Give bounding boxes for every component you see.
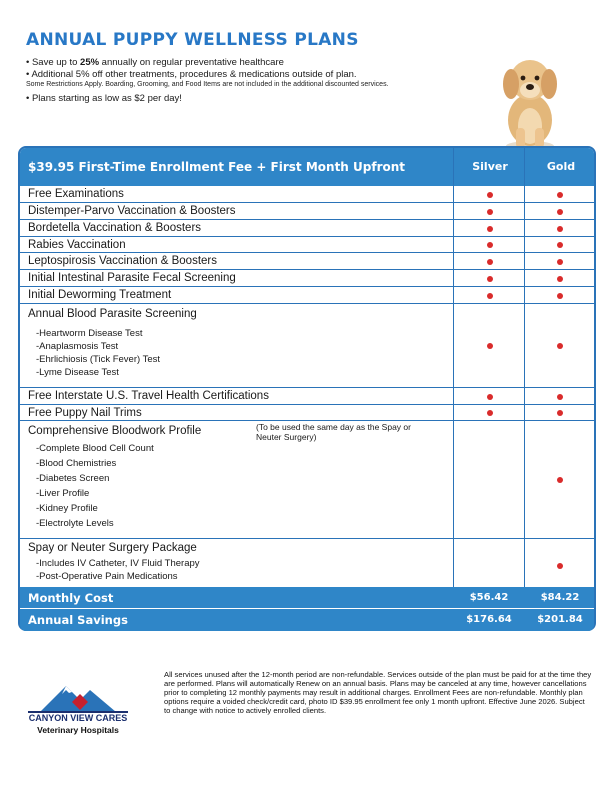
table-header	[20, 148, 594, 186]
page-title: ANNUAL PUPPY WELLNESS PLANS	[26, 30, 359, 50]
silver-included-dot	[487, 192, 493, 198]
silver-included-dot	[487, 293, 493, 299]
monthly-cost-silver: $56.42	[469, 592, 509, 603]
row-sub-item: -Complete Blood Cell Count	[36, 443, 154, 454]
table-row	[20, 539, 594, 587]
monthly-cost-row	[20, 587, 594, 609]
gold-included-dot	[557, 242, 563, 248]
row-note: (To be used the same day as the Spay or Neuter Surgery)	[256, 422, 411, 442]
logo	[22, 680, 134, 736]
row-sub-item: -Post-Operative Pain Medications	[36, 571, 178, 582]
row-sub-item: -Heartworm Disease Test	[36, 328, 143, 339]
row-sub-item: -Electrolyte Levels	[36, 518, 114, 529]
gold-included-dot	[557, 226, 563, 232]
row-label: Comprehensive Bloodwork Profile	[28, 425, 202, 437]
row-label: Initial Deworming Treatment	[28, 289, 172, 301]
column-gold: Gold	[546, 160, 576, 173]
benefit-discount: • Additional 5% off other treatments, procedures & medications outside of plan.	[26, 69, 357, 80]
benefit-savings-text: • Save up to	[26, 57, 81, 68]
silver-included-dot	[487, 226, 493, 232]
row-label: Spay or Neuter Surgery Package	[28, 542, 197, 554]
benefits-list	[26, 57, 456, 105]
row-label: Initial Intestinal Parasite Fecal Screening	[28, 272, 236, 284]
disclaimer-text: All services unused after the 12-month period are non-refundable. Services outside of the plan must be paid for at the time they are performed. Plans will automatically Renew on an annual basis. Plans may be canceled at any time, however cancellations prior to completing 12 monthly payments may result in additional charges. Enrollment Fees are non-refundable. Monthly plan options require a voided check/credit card, photo ID $39.95 enrollment fee only 1 month upfront. Effective June 2026. Subject to change with notice to actively enrolled clients.	[164, 670, 592, 715]
table-row	[20, 421, 594, 539]
row-sub-item: -Blood Chemistries	[36, 458, 117, 469]
row-label: Free Interstate U.S. Travel Health Certifications	[28, 390, 269, 402]
row-label: Distemper-Parvo Vaccination & Boosters	[28, 205, 236, 217]
plans-table	[18, 146, 596, 631]
annual-savings-label: Annual Savings	[28, 613, 128, 627]
gold-included-dot	[557, 293, 563, 299]
logo-name: CANYON VIEW CARES	[28, 713, 128, 723]
row-label: Free Examinations	[28, 188, 124, 200]
annual-savings-silver: $176.64	[466, 614, 512, 625]
row-label: Leptospirosis Vaccination & Boosters	[28, 255, 217, 267]
gold-included-dot	[557, 192, 563, 198]
column-silver: Silver	[472, 160, 508, 173]
benefit-savings	[26, 57, 456, 69]
monthly-cost-label: Monthly Cost	[28, 591, 114, 605]
annual-savings-row	[20, 609, 594, 631]
gold-included-dot	[557, 276, 563, 282]
savings-percent: 25%	[80, 57, 100, 68]
table-row	[20, 304, 594, 388]
table-row	[20, 388, 594, 405]
row-label: Free Puppy Nail Trims	[28, 407, 142, 419]
gold-included-dot	[557, 259, 563, 265]
silver-included-dot	[487, 209, 493, 215]
row-sub-item: -Includes IV Catheter, IV Fluid Therapy	[36, 558, 200, 569]
silver-included-dot	[487, 394, 493, 400]
gold-included-dot	[557, 410, 563, 416]
gold-included-dot	[557, 343, 563, 349]
table-row	[20, 186, 594, 203]
table-row	[20, 287, 594, 304]
silver-included-dot	[487, 259, 493, 265]
table-row	[20, 253, 594, 270]
mountain-logo-icon	[22, 680, 134, 714]
table-row	[20, 220, 594, 237]
row-label: Rabies Vaccination	[28, 239, 126, 251]
gold-included-dot	[557, 394, 563, 400]
row-sub-item: -Diabetes Screen	[36, 473, 110, 484]
restrictions-note: Some Restrictions Apply. Boarding, Grooming, and Food Items are not included in the additional discounted services.	[26, 81, 389, 88]
silver-included-dot	[487, 242, 493, 248]
enrollment-fee-heading: $39.95 First-Time Enrollment Fee + First Month Upfront	[28, 160, 406, 174]
table-row	[20, 405, 594, 421]
logo-subtitle: Veterinary Hospitals	[37, 725, 119, 735]
row-sub-item: -Kidney Profile	[36, 503, 98, 514]
silver-included-dot	[487, 343, 493, 349]
annual-savings-gold: $201.84	[537, 614, 583, 625]
gold-included-dot	[557, 209, 563, 215]
row-sub-item: -Lyme Disease Test	[36, 367, 119, 378]
table-row	[20, 203, 594, 220]
row-sub-item: -Anaplasmosis Test	[36, 341, 119, 352]
gold-included-dot	[557, 477, 563, 483]
gold-included-dot	[557, 563, 563, 569]
benefit-savings-text-end: annually on regular preventative healthcare	[99, 57, 284, 68]
benefit-price: • Plans starting as low as $2 per day!	[26, 93, 182, 104]
puppy-image	[490, 48, 570, 153]
row-sub-item: -Liver Profile	[36, 488, 90, 499]
table-row	[20, 237, 594, 253]
monthly-cost-gold: $84.22	[540, 592, 580, 603]
row-label: Bordetella Vaccination & Boosters	[28, 222, 202, 234]
row-sub-item: -Ehrlichiosis (Tick Fever) Test	[36, 354, 161, 365]
table-row	[20, 270, 594, 287]
row-label: Annual Blood Parasite Screening	[28, 308, 197, 320]
silver-included-dot	[487, 276, 493, 282]
silver-included-dot	[487, 410, 493, 416]
